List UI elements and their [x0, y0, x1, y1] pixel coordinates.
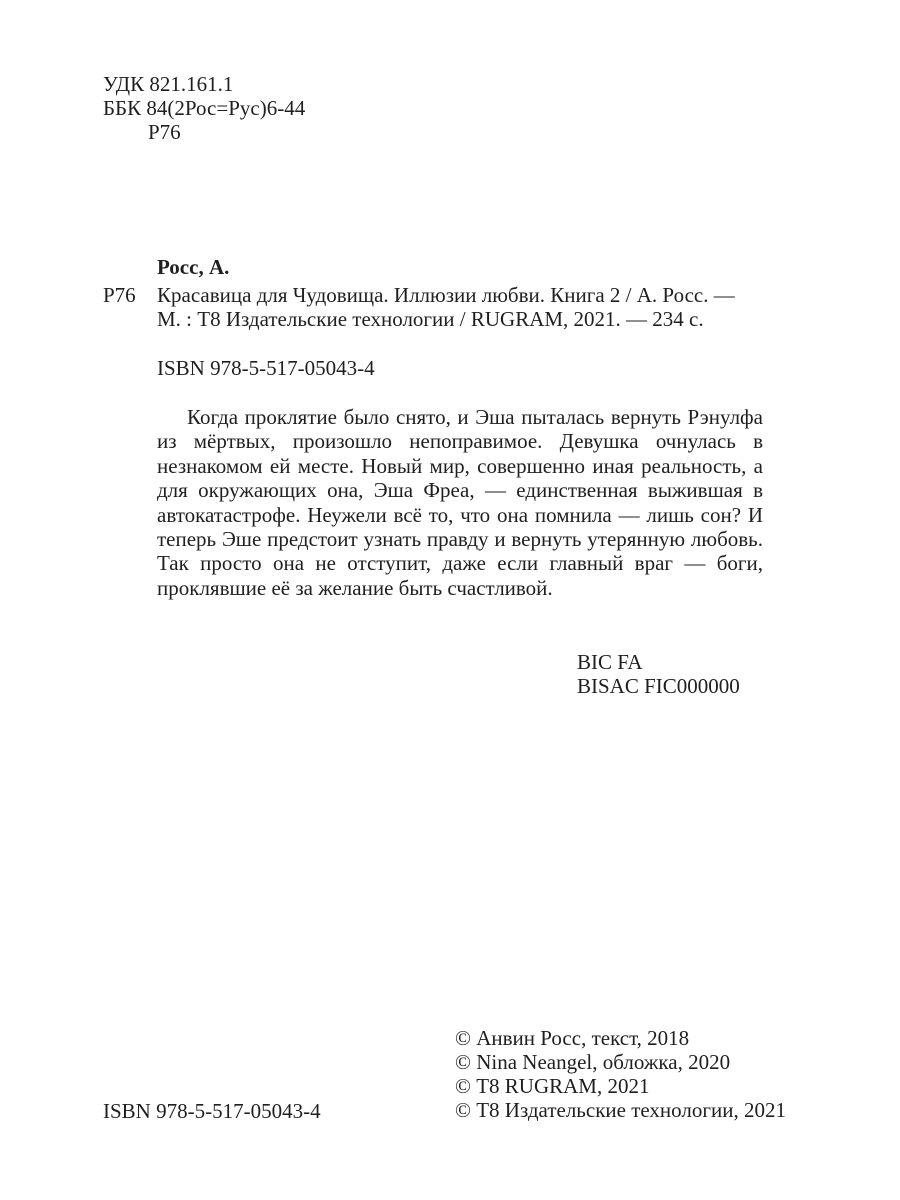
- copyright-line: © Т8 RUGRAM, 2021: [455, 1074, 650, 1098]
- copyright-line: © Т8 Издательские технологии, 2021: [455, 1098, 786, 1122]
- annotation-paragraph: Когда проклятие было снято, и Эша пыталась вернуть Рэнулфа из мёртвых, произошло непоправимое. Девушка очнулась в незнакомом ей месте. Новый мир, совершенно иная реальность, а для окружающих она, Эша Фреа, — единственная выжившая в автокатастрофе. Неужели всё то, что она помнила — лишь сон? И теперь Эше предстоит узнать правду и вернуть утерянную любовь. Так просто она не отступит, даже если главный враг — боги, проклявшие её за желание быть счастливой.: [157, 405, 763, 600]
- bbk-code: ББК 84(2Рос=Рус)6-44: [103, 96, 306, 120]
- copyright-block: [455, 1026, 786, 1122]
- bib-line-1: Красавица для Чудовища. Иллюзии любви. Книга 2 / А. Росс. —: [157, 283, 735, 307]
- subject-codes: [577, 650, 740, 698]
- classification-block: [103, 72, 305, 144]
- bisac-code: BISAC FIC000000: [577, 674, 740, 698]
- copyright-line: © Nina Neangel, обложка, 2020: [455, 1050, 731, 1074]
- udk-code: УДК 821.161.1: [103, 72, 234, 96]
- bic-code: BIC FA: [577, 650, 643, 674]
- isbn-top: ISBN 978-5-517-05043-4: [157, 356, 375, 380]
- bib-line-2: М. : Т8 Издательские технологии / RUGRAM, 2021. — 234 с.: [157, 307, 704, 331]
- bibliographic-description: [157, 283, 735, 331]
- entry-author-mark: Р76: [103, 283, 136, 307]
- author-mark-code: Р76: [148, 120, 181, 144]
- author-heading: Росс, А.: [157, 255, 230, 279]
- copyright-line: © Анвин Росс, текст, 2018: [455, 1026, 690, 1050]
- isbn-bottom: ISBN 978-5-517-05043-4: [103, 1099, 321, 1123]
